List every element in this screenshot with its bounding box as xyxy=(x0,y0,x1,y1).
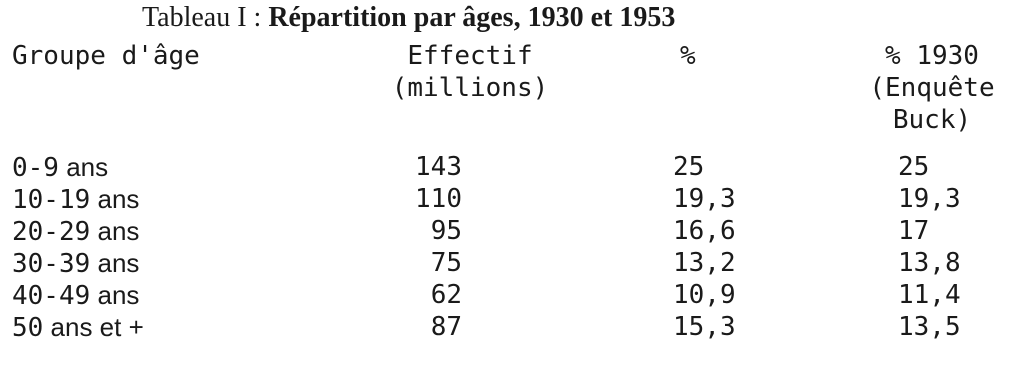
cell-effectif: 143 xyxy=(415,152,462,182)
table-title xyxy=(142,2,675,34)
cell-percent-1930: 13,8 xyxy=(898,248,961,278)
cell-percent: 16,6 xyxy=(673,216,736,246)
cell-percent-1930: 25 xyxy=(898,152,930,182)
table-row xyxy=(0,248,1009,280)
table-body xyxy=(0,152,1009,344)
cell-percent: 10,9 xyxy=(673,280,736,310)
table-title-main: Répartition par âges, 1930 et 1953 xyxy=(268,2,676,33)
cell-age-group: 0-9 ans xyxy=(12,152,109,183)
table-row xyxy=(0,184,1009,216)
cell-effectif: 87 xyxy=(430,312,462,342)
header-1930-line2: (Enquête xyxy=(869,73,995,103)
cell-percent-1930: 19,3 xyxy=(898,184,961,214)
cell-effectif: 75 xyxy=(430,248,462,278)
cell-percent: 13,2 xyxy=(673,248,736,278)
cell-age-group: 20-29 ans xyxy=(12,216,140,247)
table-title-prefix: Tableau I : xyxy=(142,2,269,33)
cell-effectif: 62 xyxy=(430,280,462,310)
header-effectif-line2: (millions) xyxy=(391,73,549,103)
cell-age-group: 50 ans et + xyxy=(12,312,144,343)
header-effectif xyxy=(390,40,550,104)
cell-percent-1930: 11,4 xyxy=(898,280,961,310)
header-percent: % xyxy=(680,41,696,71)
cell-effectif: 110 xyxy=(415,184,462,214)
header-percent-1930 xyxy=(862,40,1002,136)
table-row xyxy=(0,152,1009,184)
cell-effectif: 95 xyxy=(430,216,462,246)
cell-percent-1930: 13,5 xyxy=(898,312,961,342)
cell-percent: 15,3 xyxy=(673,312,736,342)
cell-age-group: 10-19 ans xyxy=(12,184,140,215)
header-1930-line1: % 1930 xyxy=(885,41,979,71)
cell-percent: 25 xyxy=(673,152,705,182)
cell-age-group: 30-39 ans xyxy=(12,248,140,279)
header-effectif-line1: Effectif xyxy=(407,41,533,71)
table-row xyxy=(0,216,1009,248)
header-1930-line3: Buck) xyxy=(892,105,972,135)
cell-percent-1930: 17 xyxy=(898,216,930,246)
table-row xyxy=(0,312,1009,344)
cell-percent: 19,3 xyxy=(673,184,736,214)
table-row xyxy=(0,280,1009,312)
header-age-group: Groupe d'âge xyxy=(12,41,200,71)
cell-age-group: 40-49 ans xyxy=(12,280,140,311)
